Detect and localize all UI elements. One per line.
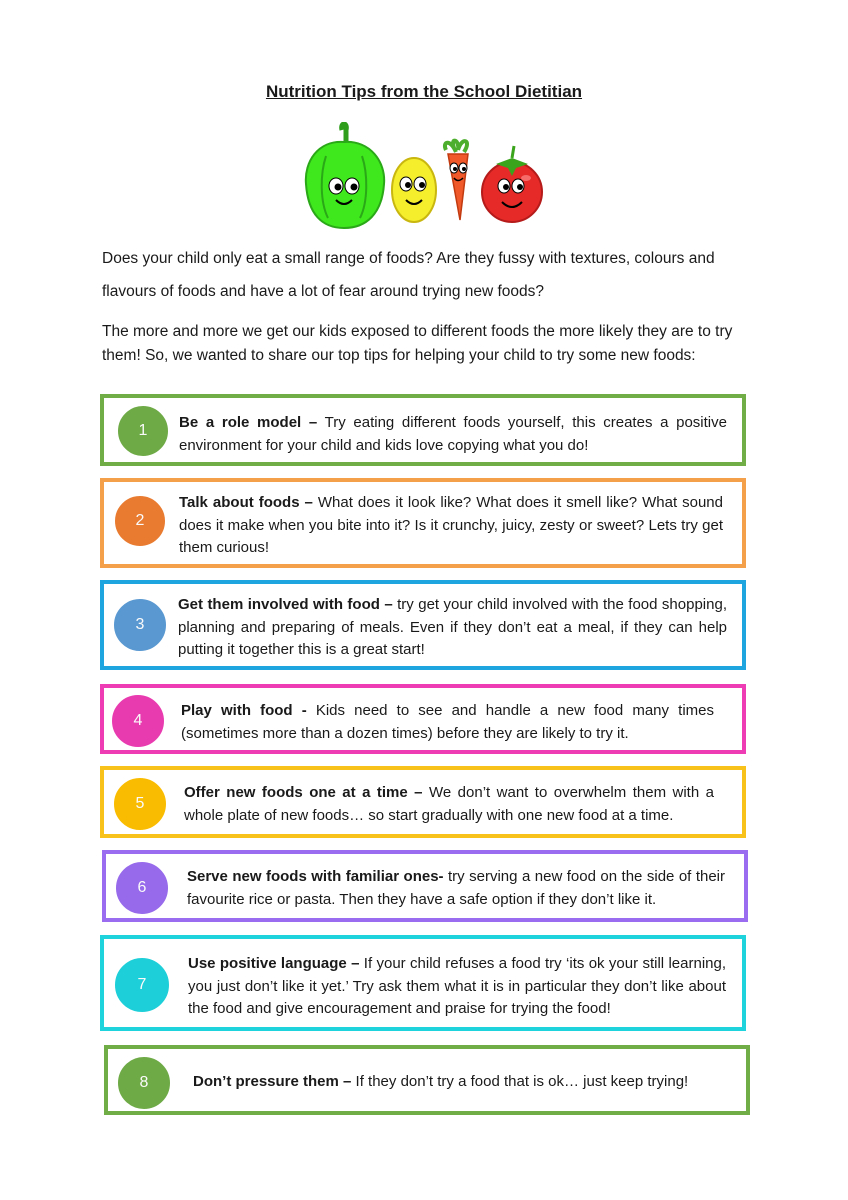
tip-number-badge: 4	[112, 695, 164, 747]
tip-card	[104, 1045, 750, 1115]
page-title: Nutrition Tips from the School Dietitian	[265, 82, 583, 101]
tip-card	[100, 935, 746, 1031]
tip-card	[100, 766, 746, 838]
tip-text	[179, 492, 723, 560]
intro-line-2: flavours of foods and have a lot of fear around trying new foods?	[102, 283, 545, 300]
tip-body: We don’t want to overwhelm them with a whole plate of new foods… so start gradually with one new food at a time.	[184, 784, 714, 824]
lemon-icon	[392, 158, 436, 222]
tip-heading: Don’t pressure them –	[193, 1073, 352, 1090]
tip-text	[193, 1071, 733, 1094]
tip-text	[188, 953, 726, 1021]
tip-card	[100, 684, 746, 754]
tip-heading: Offer new foods one at a time –	[184, 784, 423, 801]
tip-body: What does it look like? What does it smell like? What sound does it make when you bite into it? Is it crunchy, juicy, zesty or sweet? Lets try get them curious!	[179, 494, 723, 556]
intro-paragraph-2: The more and more we get our kids exposed to different foods the more likely they are to try them! So, we wanted to share our top tips for helping your child to try some new foods:	[102, 323, 733, 364]
tip-text	[181, 700, 714, 745]
intro-paragraph-1	[102, 242, 752, 308]
tip-heading: Get them involved with food –	[178, 596, 393, 613]
tip-heading: Be a role model –	[179, 414, 318, 431]
tip-body: try get your child involved with the food shopping, planning and preparing of meals. Even if they don’t eat a meal, if they can help putting it together this is a great start!	[178, 596, 727, 658]
intro-line-1: Does your child only eat a small range of foods? Are they fussy with textures, colours and	[102, 250, 715, 267]
tip-card	[100, 478, 746, 568]
vegetable-illustration	[300, 122, 550, 232]
tip-number-badge: 2	[115, 496, 165, 546]
tip-text	[178, 594, 727, 662]
tip-heading: Play with food -	[181, 702, 307, 719]
tip-card	[100, 580, 746, 670]
tip-heading: Talk about foods –	[179, 494, 313, 511]
tip-number-badge: 8	[118, 1057, 170, 1109]
tomato-icon	[482, 146, 542, 222]
tip-body: If your child refuses a food try ‘its ok your still learning, you just don’t like it yet.’ Try ask them what it is in particular they don’t like about the food and give encouragement and praise for trying the food!	[188, 955, 726, 1017]
green-capsicum-icon	[306, 124, 384, 228]
tip-body: If they don’t try a food that is ok… just keep trying!	[351, 1073, 689, 1090]
tip-card	[100, 394, 746, 466]
tip-number-badge: 7	[115, 958, 169, 1012]
tip-card	[102, 850, 748, 922]
tip-text	[184, 782, 714, 827]
carrot-icon	[445, 141, 468, 220]
tip-body: try serving a new food on the side of their favourite rice or pasta. Then they have a safe option if they don’t like it.	[187, 868, 725, 908]
tip-heading: Use positive language –	[188, 955, 360, 972]
tip-body: Try eating different foods yourself, this creates a positive environment for your child and kids love copying what you do!	[179, 414, 727, 454]
tip-text	[187, 866, 725, 911]
tip-number-badge: 5	[114, 778, 166, 830]
tip-number-badge: 3	[114, 599, 166, 651]
tip-body: Kids need to see and handle a new food many times (sometimes more than a dozen times) before they are likely to try it.	[181, 702, 714, 742]
tip-text	[179, 412, 727, 457]
tip-heading: Serve new foods with familiar ones-	[187, 868, 444, 885]
tip-number-badge: 1	[118, 406, 168, 456]
tip-number-badge: 6	[116, 862, 168, 914]
